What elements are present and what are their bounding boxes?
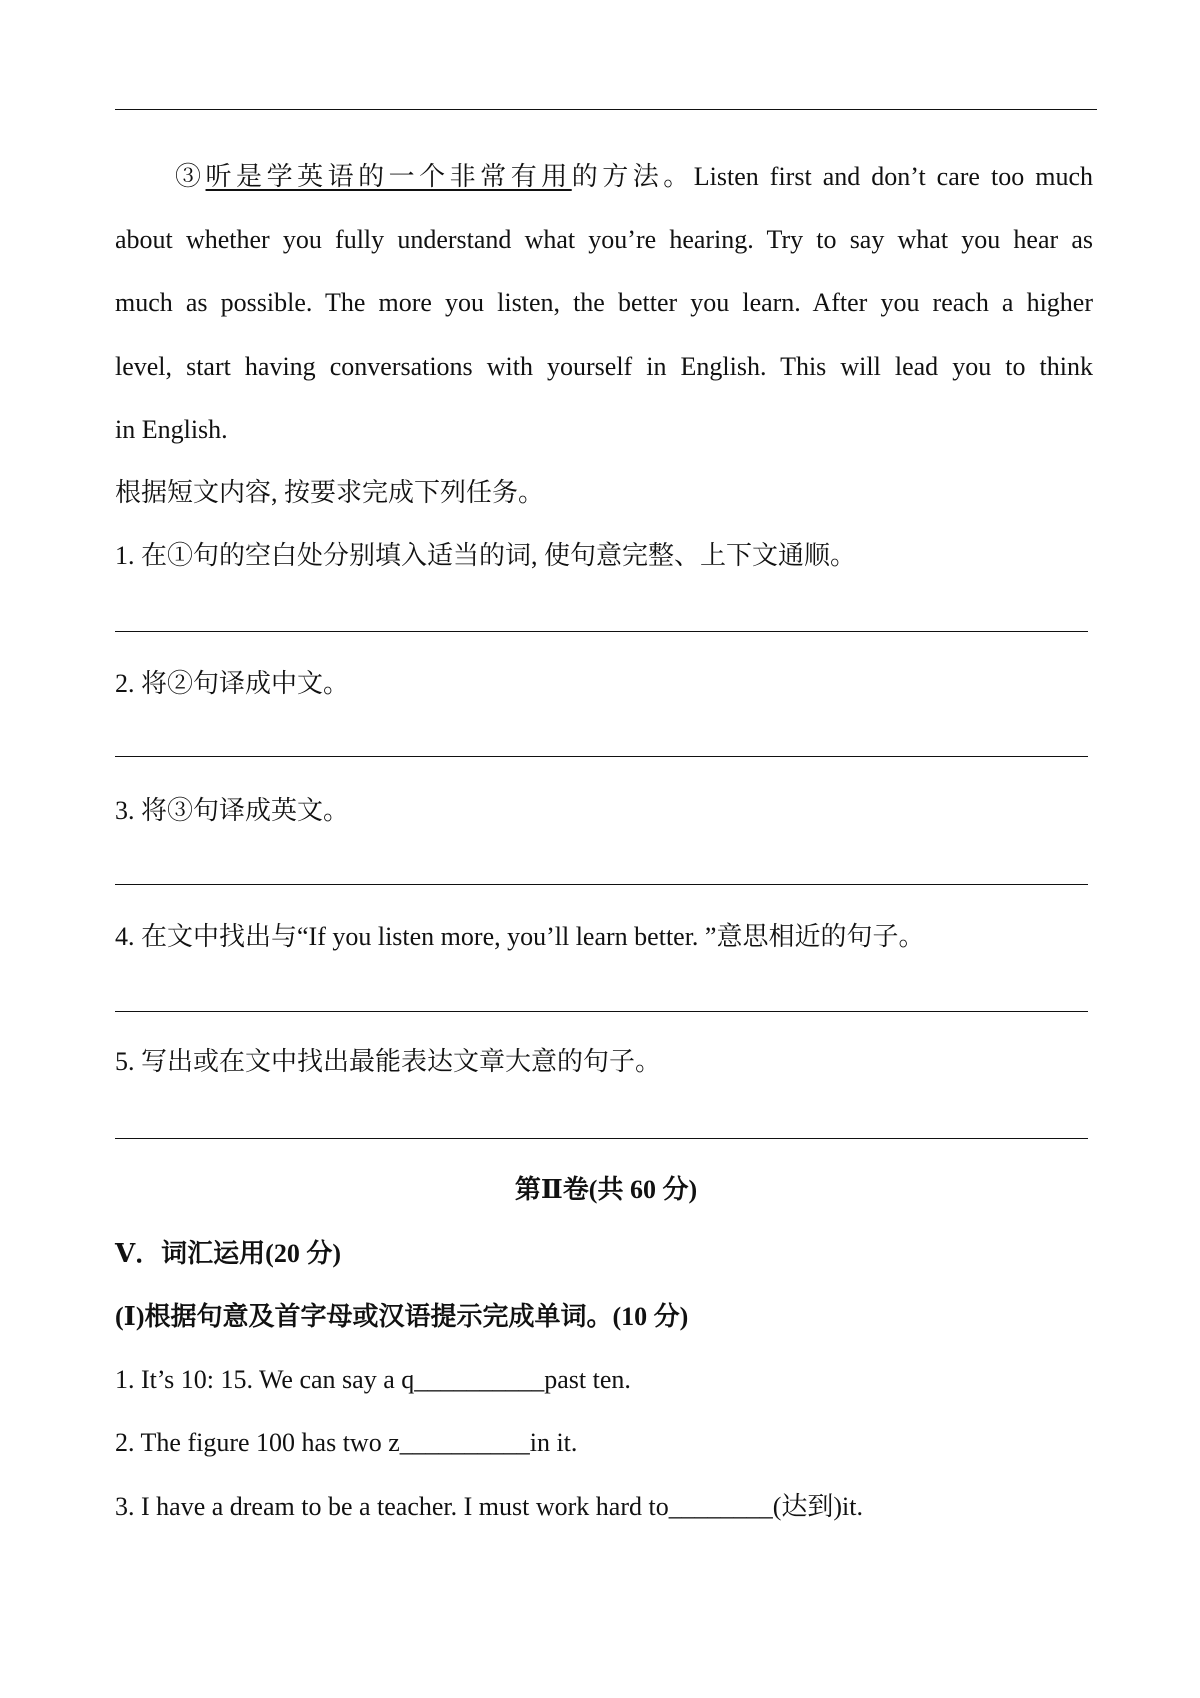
vocabulary-question: 1. It’s 10: 15. We can say a q__________past ten. (115, 1365, 631, 1394)
part-heading: Ⅴ．词汇运用(20 分) (115, 1239, 341, 1268)
passage-line: about whether you fully understand what you’re hearing. Try to say what you hear as (115, 225, 1093, 254)
underlined-phrase: 听是学英语的一个非常有用 (205, 162, 572, 191)
section-title: 第Ⅱ卷(共 60 分) (514, 1175, 698, 1204)
answer-line (115, 631, 1088, 632)
task-instruction: 根据短文内容, 按要求完成下列任务。 (115, 478, 545, 507)
task-item: 2. 将②句译成中文。 (115, 669, 350, 698)
vocabulary-question: 3. I have a dream to be a teacher. I must work hard to________(达到)it. (115, 1492, 863, 1521)
passage-line: in English. (115, 415, 228, 444)
sentence-marker: ③ (175, 162, 206, 191)
passage-line (175, 161, 1093, 193)
header-rule (115, 109, 1097, 110)
passage-text: 的方法。Listen first and don’t care too much (571, 162, 1093, 191)
answer-line (115, 884, 1088, 885)
task-item: 3. 将③句译成英文。 (115, 796, 350, 825)
answer-line (115, 1011, 1088, 1012)
answer-line (115, 756, 1088, 757)
sub-heading: (Ⅰ)根据句意及首字母或汉语提示完成单词。(10 分) (115, 1302, 689, 1331)
answer-line (115, 1138, 1088, 1139)
task-item: 4. 在文中找出与“If you listen more, you’ll learn better. ”意思相近的句子。 (115, 922, 925, 951)
vocabulary-question: 2. The figure 100 has two z__________in it. (115, 1428, 578, 1457)
task-item: 1. 在①句的空白处分别填入适当的词, 使句意完整、上下文通顺。 (115, 541, 857, 570)
passage-line: level, start having conversations with yourself in English. This will lead you to think (115, 352, 1093, 381)
task-item: 5. 写出或在文中找出最能表达文章大意的句子。 (115, 1047, 662, 1076)
passage-line: much as possible. The more you listen, the better you learn. After you reach a higher (115, 288, 1093, 317)
